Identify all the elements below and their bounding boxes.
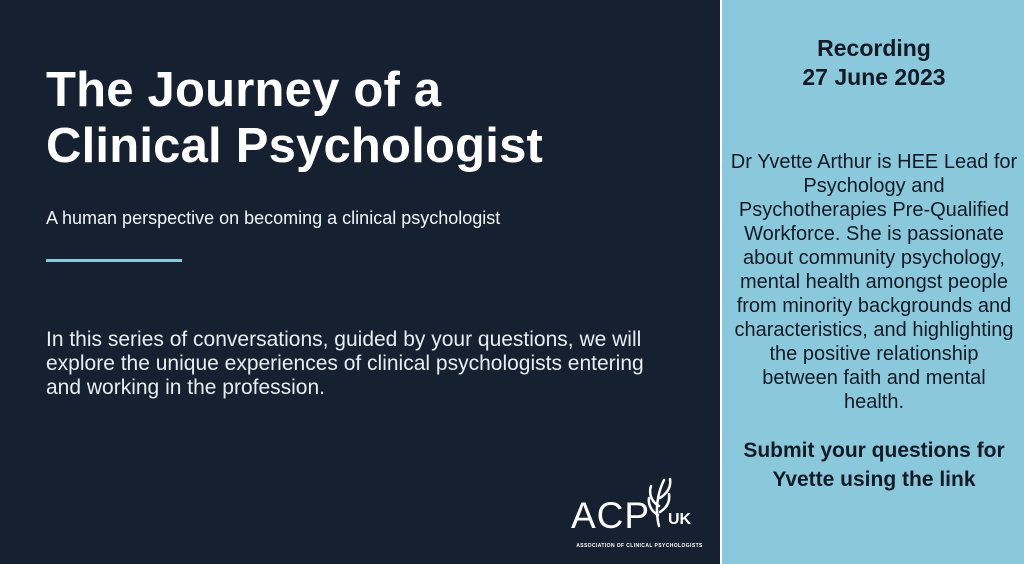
logo-uk-text: UK [668, 511, 692, 528]
recording-label: Recording [817, 35, 931, 61]
submit-questions-message: Submit your questions for Yvette using the link [743, 439, 1005, 491]
speaker-info-panel [722, 0, 1024, 564]
recording-date: 27 June 2023 [802, 64, 946, 90]
event-title [46, 62, 696, 174]
acp-uk-logo [567, 476, 712, 556]
series-description: In this series of conversations, guided by your questions, we will explore the unique experiences of clinical psychologists entering and working in the profession. [46, 328, 644, 399]
event-subtitle: A human perspective on becoming a clinical psychologist [46, 208, 501, 228]
logo-acp-text: ACP [571, 495, 651, 536]
speaker-bio: Dr Yvette Arthur is HEE Lead for Psychology and Psychotherapies Pre-Qualified Workforce. She is passionate about community psychology, mental health amongst people from minority backgrounds and characteristics, and highlighting the positive relationship between faith and mental health. [730, 151, 1018, 413]
accent-divider [46, 259, 182, 262]
event-title-line-1: The Journey of a [46, 63, 442, 117]
event-title-line-2: Clinical Psychologist [46, 119, 544, 173]
logo-tagline: ASSOCIATION OF CLINICAL PSYCHOLOGISTS [576, 543, 703, 549]
